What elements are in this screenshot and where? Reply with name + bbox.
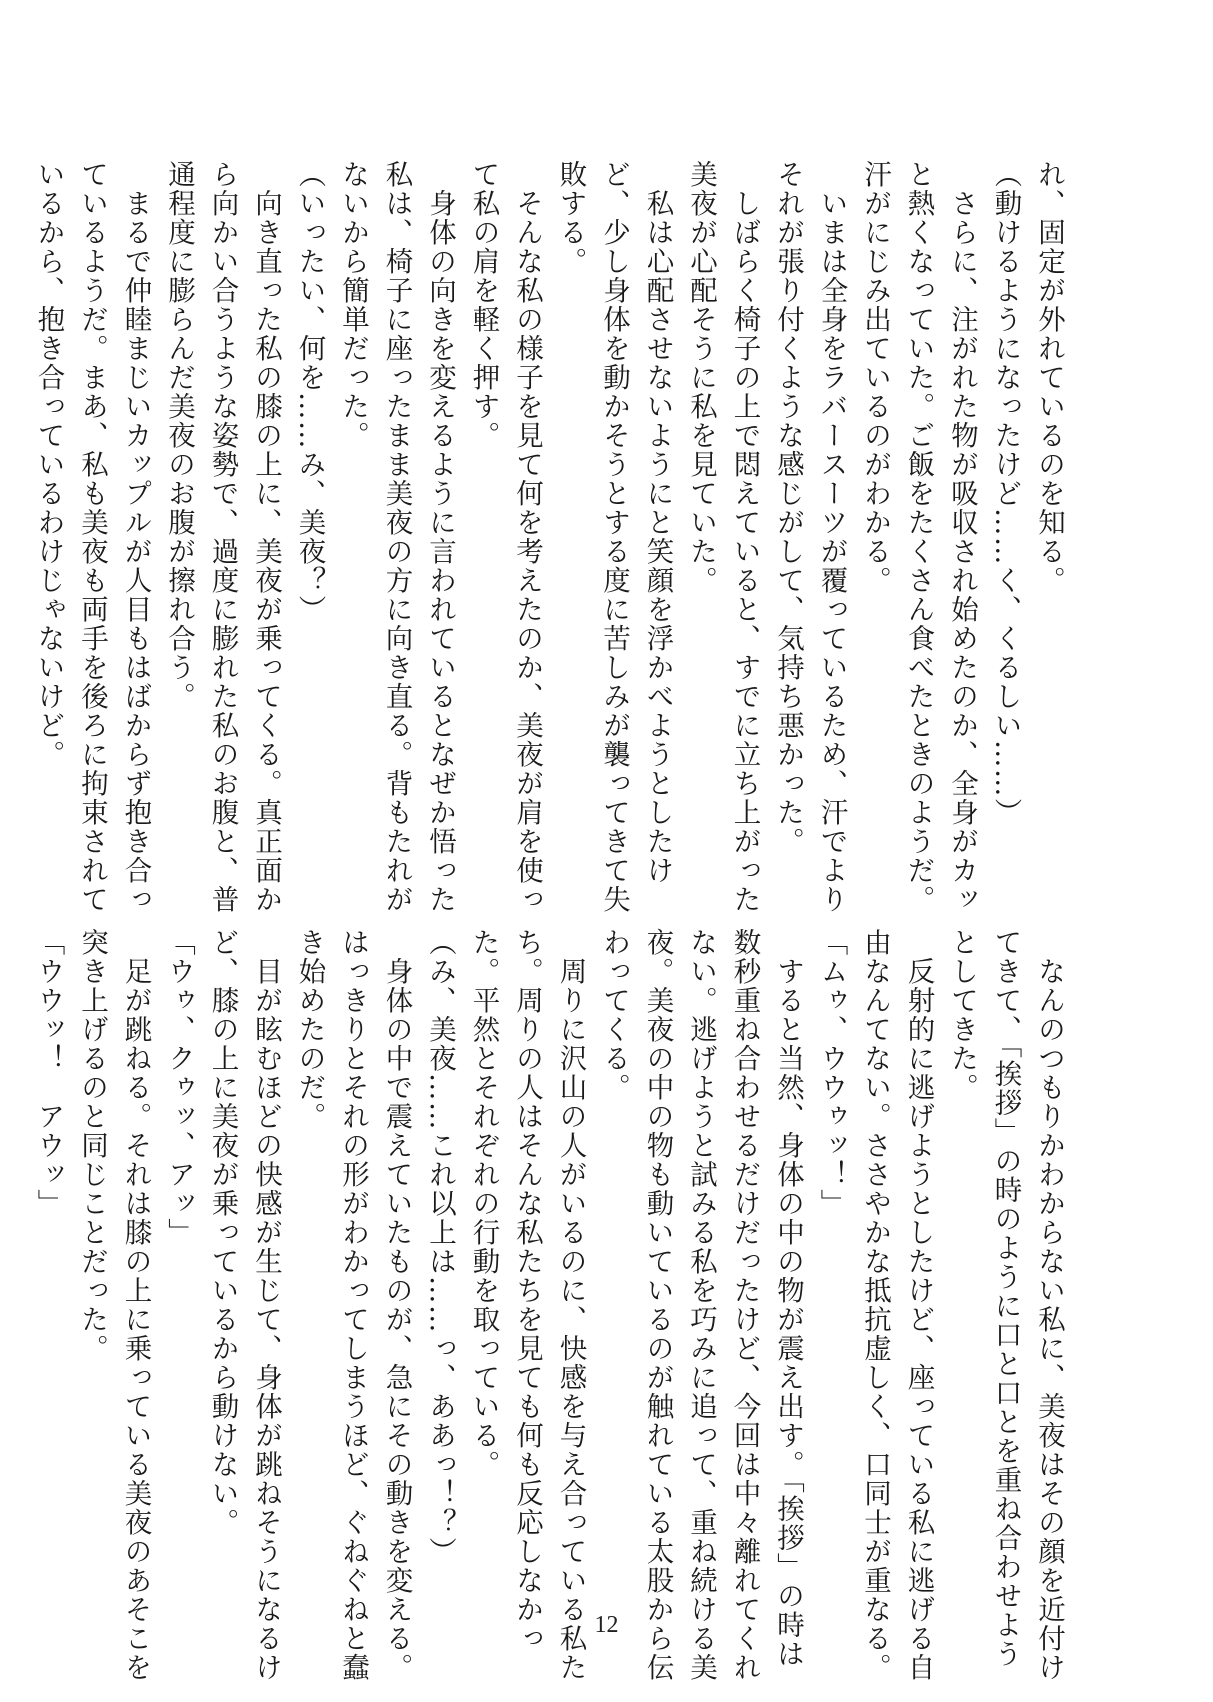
text-line: ているようだ。まあ、私も美夜も両手を後ろに拘束されて bbox=[76, 160, 108, 914]
text-line: た。平然とそれぞれの行動を取っている。 bbox=[467, 928, 500, 1479]
text-line: そんな私の様子を見て何を考えたのか、美夜が肩を使っ bbox=[511, 160, 543, 914]
text-line: いまは全身をラバースーツが覆っているため、汗でより bbox=[815, 160, 848, 914]
text-line: 美夜が心配そうに私を見ていた。 bbox=[685, 160, 717, 595]
text-line: 数秒重ね合わせるだけだったけど、今回は中々離れてくれ bbox=[728, 928, 761, 1682]
text-block-top bbox=[26, 160, 1070, 914]
text-line: はっきりとそれの形がわかってしまうほど、ぐねぐねと蠢 bbox=[337, 928, 369, 1682]
text-line: 反射的に逃げようとしたけど、座っている私に逃げる自 bbox=[902, 928, 935, 1682]
text-line: 夜。美夜の中の物も動いているのが触れている太股から伝 bbox=[641, 928, 674, 1682]
text-line: （いったい、何を……み、美夜？） bbox=[293, 160, 326, 624]
text-line: ないから簡単だった。 bbox=[337, 160, 369, 450]
text-line: ど、膝の上に美夜が乗っているから動けない。 bbox=[206, 928, 239, 1537]
text-line: なんのつもりかわからない私に、美夜はその顔を近付け bbox=[1033, 928, 1065, 1682]
text-line: ど、少し身体を動かそうとする度に苦しみが襲ってきて失 bbox=[598, 160, 630, 914]
text-line: と熱くなっていた。ご飯をたくさん食べたときのようだ。 bbox=[902, 160, 935, 914]
text-line: ち。周りの人はそんな私たちを見ても何も反応しなかっ bbox=[511, 928, 543, 1653]
text-line: ない。逃げようと試みる私を巧みに追って、重ね続ける美 bbox=[685, 928, 717, 1682]
text-line: 「ムゥ、ウウゥッ！」 bbox=[815, 928, 848, 1218]
page-number: 12 bbox=[594, 1612, 619, 1638]
text-line: 敗する。 bbox=[554, 160, 587, 276]
text-line: 私は心配させないようにと笑顔を浮かべようとしたけ bbox=[641, 160, 674, 885]
text-line: さらに、注がれた物が吸収され始めたのか、全身がカッ bbox=[946, 160, 978, 914]
text-line: （み、美夜……これ以上は……っ、ああっ！？） bbox=[424, 928, 456, 1566]
text-line: 汗がにじみ出ているのがわかる。 bbox=[859, 160, 891, 595]
text-line: 目が眩むほどの快感が生じて、身体が跳ねそうになるけ bbox=[250, 928, 282, 1682]
text-line: としてきた。 bbox=[946, 928, 978, 1102]
text-line: （動けるようになったけど……く、くるしい……） bbox=[989, 160, 1022, 827]
text-line: 「ウゥ、クゥッ、アッ」 bbox=[163, 928, 195, 1247]
text-line: しばらく椅子の上で悶えていると、すでに立ち上がった bbox=[728, 160, 761, 914]
text-line: 由なんてない。ささやかな抵抗虚しく、口同士が重なる。 bbox=[859, 928, 891, 1682]
text-line: 「ウウッ！ アウッ」 bbox=[32, 928, 65, 1218]
text-line: 身体の中で震えていたものが、急にその動きを変える。 bbox=[380, 928, 413, 1682]
text-line: 突き上げるのと同じことだった。 bbox=[76, 928, 108, 1363]
text-line: て私の肩を軽く押す。 bbox=[467, 160, 500, 450]
text-line: 通程度に膨らんだ美夜のお腹が擦れ合う。 bbox=[163, 160, 195, 711]
text-line: 私は、椅子に座ったまま美夜の方に向き直る。背もたれが bbox=[380, 160, 413, 914]
text-line: それが張り付くような感じがして、気持ち悪かった。 bbox=[772, 160, 804, 856]
text-line: き始めたのだ。 bbox=[293, 928, 326, 1131]
text-line: 周りに沢山の人がいるのに、快感を与え合っている私た bbox=[554, 928, 587, 1682]
text-line: 向き直った私の膝の上に、美夜が乗ってくる。真正面か bbox=[250, 160, 282, 914]
text-line: れ、固定が外れているのを知る。 bbox=[1033, 160, 1065, 595]
text-line: すると当然、身体の中の物が震え出す。「挨拶」の時は bbox=[772, 928, 804, 1669]
text-line: 身体の向きを変えるように言われているとなぜか悟った bbox=[424, 160, 456, 914]
text-line: 足が跳ねる。それは膝の上に乗っている美夜のあそこを bbox=[119, 928, 152, 1682]
text-line: まるで仲睦まじいカップルが人目もはばからず抱き合っ bbox=[119, 160, 152, 914]
text-line: ら向かい合うような姿勢で、過度に膨れた私のお腹と、普 bbox=[206, 160, 239, 914]
text-line: てきて、「挨拶」の時のように口と口とを重ね合わせよう bbox=[989, 928, 1022, 1669]
text-line: わってくる。 bbox=[598, 928, 630, 1102]
text-line: いるから、抱き合っているわけじゃないけど。 bbox=[32, 160, 65, 769]
